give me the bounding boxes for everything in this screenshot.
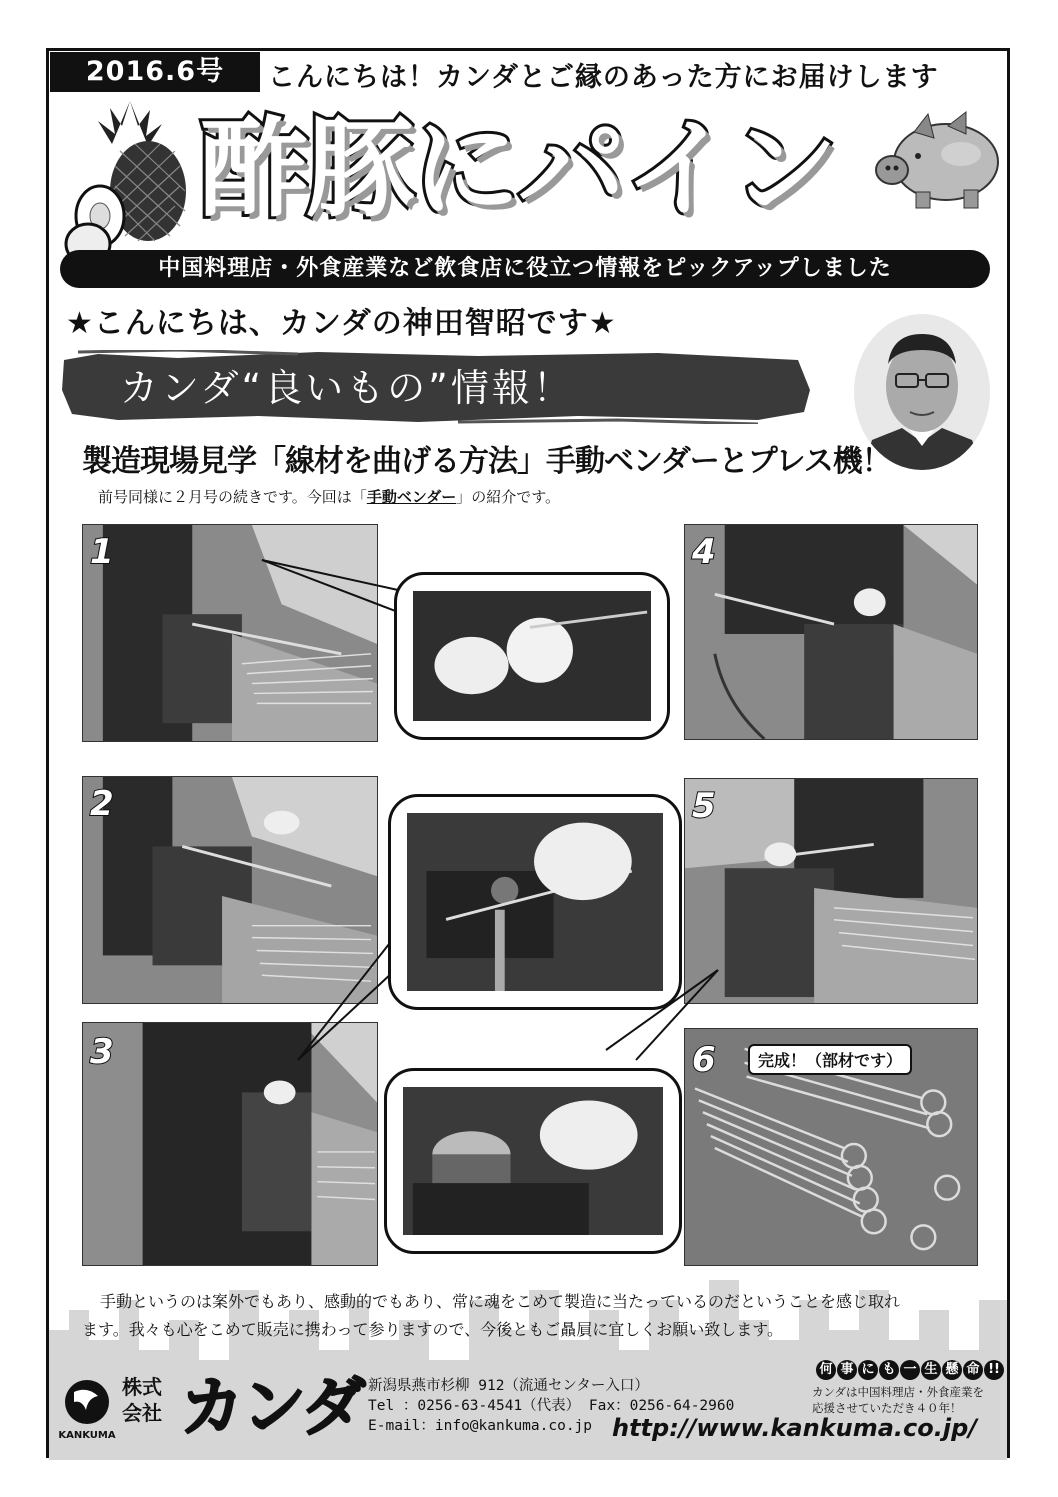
photo-number-3: 3 (90, 1032, 114, 1072)
motto-text: カンダは中国料理店・外食産業を 応援させていただき４０年！ (812, 1385, 985, 1415)
newsletter-title: 酢豚にパイン (200, 107, 837, 232)
photo-step-3 (82, 1022, 378, 1266)
logo-text: KANKUMA (58, 1430, 116, 1441)
callout-closeup-3 (384, 1068, 682, 1254)
email-line: E-mail：info@kankuma.co.jp (368, 1418, 593, 1434)
issue-label: 2016.6号 (50, 52, 260, 92)
phone-fax-line: Tel ：0256-63-4541（代表） Fax：0256-64-2960 (368, 1398, 735, 1414)
intro-emphasis: 手動ベンダー (366, 488, 457, 506)
article-headline: 製造現場見学「線材を曲げる方法」手動ベンダーとプレス機！ (82, 444, 891, 479)
kankuma-logo (56, 1376, 118, 1442)
photo-step-2 (82, 776, 378, 1004)
good-things-banner: カンダ“良いもの”情報！ (120, 366, 574, 410)
photo-number-1: 1 (90, 532, 114, 572)
article-intro: 前号同様に２月号の続きです。今回は「手動ベンダー」の紹介です。 (98, 488, 561, 506)
photo-number-2: 2 (90, 784, 114, 824)
company-type: 株式 会社 (122, 1375, 162, 1425)
callout-closeup-1 (394, 572, 670, 740)
company-name: カンダ (180, 1371, 364, 1445)
photo-number-6: 6 (692, 1040, 716, 1080)
photo-number-5: 5 (692, 786, 716, 826)
greeting-line: ★こんにちは、カンダの神田智昭です★ (66, 306, 617, 341)
completed-label: 完成！（部材です） (748, 1044, 912, 1075)
closing-message (82, 1288, 982, 1344)
closing-line-2: ます。我々も心をこめて販売に携わって参りますので、今後ともご贔屓に宜しくお願い致します。 (82, 1320, 783, 1339)
closing-line-1: 手動というのは案外でもあり、感動的でもあり、常に魂をこめて製造に当たっているのだということを感じ取れ (100, 1292, 901, 1311)
photo-step-5 (684, 778, 978, 1004)
tagline: こんにちは！カンダとご縁のあった方にお届けします (268, 62, 939, 93)
photo-step-1 (82, 524, 378, 742)
motto-badge: 何 事 に も 一 生 懸 命 !! (816, 1360, 1005, 1380)
address-line: 新潟県燕市杉柳 912（流通センター入口） (368, 1378, 649, 1394)
subtitle-banner: 中国料理店・外食産業など飲食店に役立つ情報をピックアップしました (60, 250, 990, 288)
pineapple-illustration (60, 96, 200, 266)
website-link[interactable]: http://www.kankuma.co.jp/ (612, 1414, 978, 1442)
photo-number-4: 4 (692, 532, 716, 572)
piggy-bank-illustration (866, 104, 1006, 214)
photo-step-4 (684, 524, 978, 740)
callout-closeup-2 (388, 794, 682, 1010)
